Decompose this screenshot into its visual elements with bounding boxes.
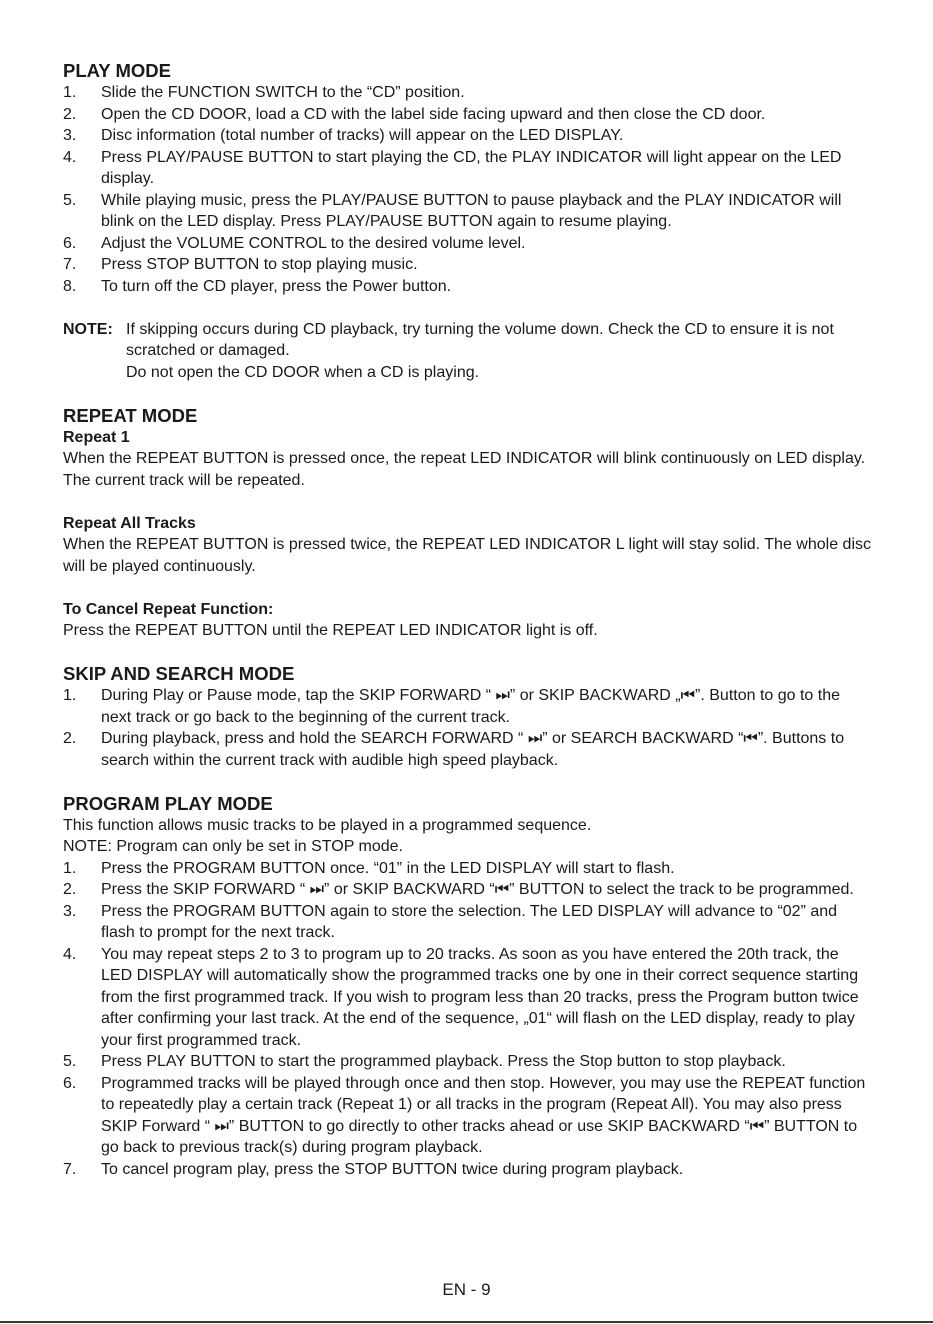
play-note bbox=[63, 319, 873, 384]
list-item: 3. Press the PROGRAM BUTTON again to store the selection. The LED DISPLAY will advance to “02” and flash to prompt for the next track. bbox=[63, 902, 838, 941]
list-item: 4. You may repeat steps 2 to 3 to program up to 20 tracks. As soon as you have entered the 20th track, the LED DISPLAY will automatically show the programmed tracks one by one in their correct sequence starting from the first programmed track. If you wish to program less than 20 tracks, press the Program button twice after confirming your last track. At the end of the sequence, „01“ will flash on the LED display, ready to play your first programmed track. bbox=[63, 945, 859, 1049]
manual-page bbox=[63, 60, 873, 1180]
list-item: 3. Disc information (total number of tracks) will appear on the LED DISPLAY. bbox=[63, 127, 624, 144]
repeat-1-text: When the REPEAT BUTTON is pressed once, the repeat LED INDICATOR will blink continuously on LED display. The current track will be repeated. bbox=[63, 450, 866, 489]
repeat-all-text: When the REPEAT BUTTON is pressed twice, the REPEAT LED INDICATOR L light will stay solid. The whole disc will be played continuously. bbox=[63, 536, 871, 575]
cancel-repeat-subheading: To Cancel Repeat Function: bbox=[63, 600, 274, 618]
cancel-repeat-text: Press the REPEAT BUTTON until the REPEAT LED INDICATOR light is off. bbox=[63, 622, 598, 639]
program-play-heading: PROGRAM PLAY MODE bbox=[63, 792, 273, 814]
note-text: Do not open the CD DOOR when a CD is playing. bbox=[126, 363, 480, 381]
page-number: EN - 9 bbox=[442, 1280, 491, 1299]
repeat-all-subheading: Repeat All Tracks bbox=[63, 514, 196, 532]
list-item: 2. During playback, press and hold the SEARCH FORWARD “ ⏭” or SEARCH BACKWARD “⏮”. Buttons to search within the current track with audible high speed playback. bbox=[63, 730, 845, 769]
list-item: 2. Press the SKIP FORWARD “ ⏭” or SKIP BACKWARD “⏮” BUTTON to select the track to be programmed. bbox=[63, 881, 854, 898]
list-item: 1. During Play or Pause mode, tap the SKIP FORWARD “ ⏭” or SKIP BACKWARD „⏮”. Button to go to the next track or go back to the beginning of the current track. bbox=[63, 687, 841, 726]
note-text: If skipping occurs during CD playback, try turning the volume down. Check the CD to ensure it is not scratched or damaged. bbox=[126, 320, 834, 359]
list-item: 1. Slide the FUNCTION SWITCH to the “CD” position. bbox=[63, 84, 465, 101]
play-mode-steps bbox=[63, 82, 873, 297]
program-steps bbox=[63, 858, 873, 1181]
list-item: 8. To turn off the CD player, press the Power button. bbox=[63, 277, 452, 295]
list-item: 6. Programmed tracks will be played through once and then stop. However, you may use the REPEAT function to repeatedly play a certain track (Repeat 1) or all tracks in the program (Repeat All). You may also press SKIP Forward “ ⏭” BUTTON to go directly to other tracks ahead or use SKIP BACKWARD “⏮” BUTTON to go back to previous track(s) during program playback. bbox=[63, 1074, 866, 1156]
list-item: 5. Press PLAY BUTTON to start the programmed playback. Press the Stop button to stop playback. bbox=[63, 1053, 786, 1070]
program-intro: This function allows music tracks to be played in a programmed sequence. bbox=[63, 816, 592, 834]
list-item: 5. While playing music, press the PLAY/PAUSE BUTTON to pause playback and the PLAY INDICATOR will blink on the LED display. Press PLAY/PAUSE BUTTON again to resume playing. bbox=[63, 191, 842, 230]
list-item: 7. Press STOP BUTTON to stop playing music. bbox=[63, 256, 418, 273]
repeat-1-subheading: Repeat 1 bbox=[63, 428, 130, 446]
list-item: 7. To cancel program play, press the STOP BUTTON twice during program playback. bbox=[63, 1160, 684, 1178]
list-item: 2. Open the CD DOOR, load a CD with the label side facing upward and then close the CD door. bbox=[63, 105, 766, 123]
list-item: 6. Adjust the VOLUME CONTROL to the desired volume level. bbox=[63, 234, 526, 252]
list-item: 1. Press the PROGRAM BUTTON once. “01” in the LED DISPLAY will start to flash. bbox=[63, 859, 675, 877]
note-label: NOTE: bbox=[63, 320, 113, 338]
skip-search-heading: SKIP AND SEARCH MODE bbox=[63, 663, 295, 684]
skip-search-steps bbox=[63, 685, 873, 771]
page-bottom-rule bbox=[0, 1321, 933, 1323]
list-item: 4. Press PLAY/PAUSE BUTTON to start playing the CD, the PLAY INDICATOR will light appear on the LED display. bbox=[63, 148, 842, 187]
play-mode-heading: PLAY MODE bbox=[63, 60, 171, 81]
repeat-mode-heading: REPEAT MODE bbox=[63, 404, 198, 426]
program-note: NOTE: Program can only be set in STOP mode. bbox=[63, 838, 403, 855]
